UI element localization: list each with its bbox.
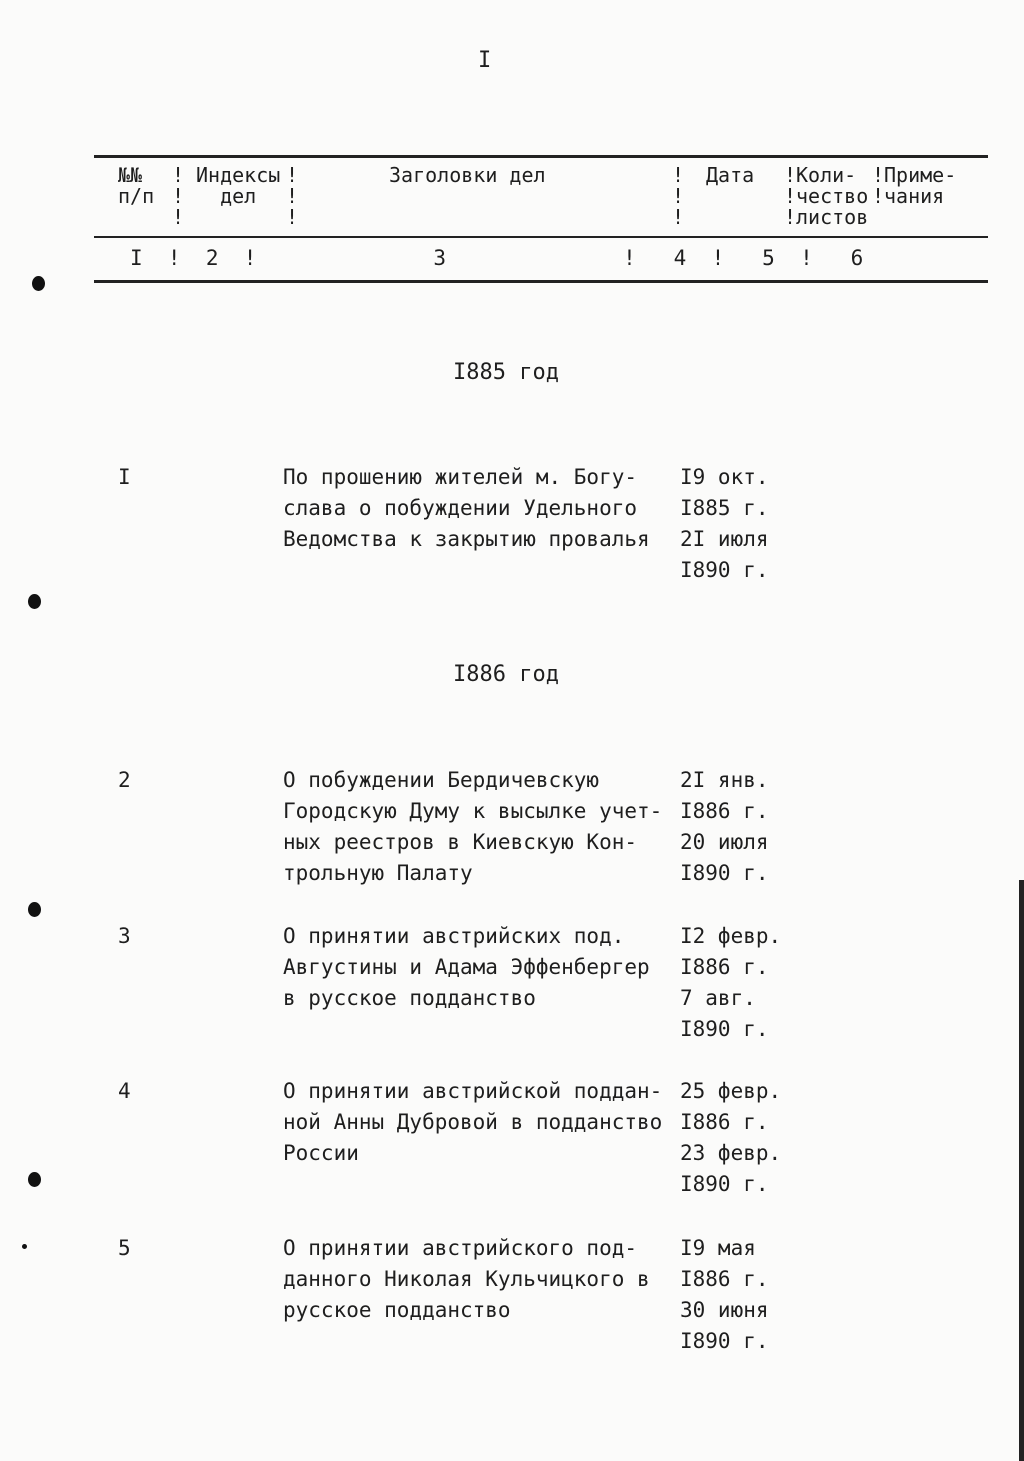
- year-heading: I886 год: [453, 662, 559, 687]
- header-separator: ! ! !: [172, 163, 185, 229]
- entry-number: 2: [118, 768, 131, 792]
- entry-number: 3: [118, 924, 131, 948]
- entry-number: I: [118, 465, 131, 489]
- header-bottom-rule: [94, 280, 988, 283]
- header-separator: ! ! !: [286, 163, 299, 229]
- header-col-date: Дата: [706, 163, 755, 187]
- entry-title: По прошению жителей м. Богу- слава о побуждении Удельного Ведомства к закрытию провалья: [283, 465, 650, 551]
- header-middle-rule: [94, 236, 988, 238]
- binding-hole: [28, 594, 41, 609]
- header-numbers-row: I ! 2 ! 3 ! 4 ! 5 ! 6: [130, 246, 864, 270]
- scan-edge-shadow: [1019, 880, 1024, 1461]
- entry-title: О побуждении Бердичевскую Городскую Думу к высылке учет- ных реестров в Киевскую Кон- трольную Палату: [283, 768, 663, 885]
- page-number: I: [478, 48, 492, 73]
- entry-date: 2I янв. I886 г. 20 июля I890 г.: [680, 768, 769, 885]
- entry-number: 4: [118, 1079, 131, 1103]
- header-col-sheets: Коли- чество листов: [796, 163, 869, 229]
- header-col-number: №№ п/п: [118, 163, 155, 208]
- entry-date: I9 мая I886 г. 30 июня I890 г.: [680, 1236, 769, 1353]
- header-separator: ! ! !: [784, 163, 797, 229]
- entry-title: О принятии австрийских под. Августины и Адама Эффенбергер в русское подданство: [283, 924, 650, 1010]
- binding-hole: [32, 276, 45, 291]
- header-col-notes: Приме- чания: [884, 163, 957, 208]
- scan-speck: [22, 1244, 27, 1249]
- entry-date: I9 окт. I885 г. 2I июля I890 г.: [680, 465, 769, 582]
- header-top-rule: [94, 155, 988, 158]
- binding-hole: [28, 1172, 41, 1187]
- entry-date: I2 февр. I886 г. 7 авг. I890 г.: [680, 924, 782, 1041]
- entry-number: 5: [118, 1236, 131, 1260]
- year-heading: I885 год: [453, 360, 559, 385]
- binding-hole: [28, 902, 41, 917]
- entry-title: О принятии австрийского под- данного Николая Кульчицкого в русское подданство: [283, 1236, 650, 1322]
- header-separator: ! ! !: [672, 163, 685, 229]
- entry-date: 25 февр. I886 г. 23 февр. I890 г.: [680, 1079, 782, 1196]
- entry-title: О принятии австрийской поддан- ной Анны Дубровой в подданство России: [283, 1079, 663, 1165]
- header-separator: ! !: [872, 163, 885, 208]
- header-col-titles: Заголовки дел: [389, 163, 546, 187]
- header-col-index: Индексы дел: [196, 163, 281, 208]
